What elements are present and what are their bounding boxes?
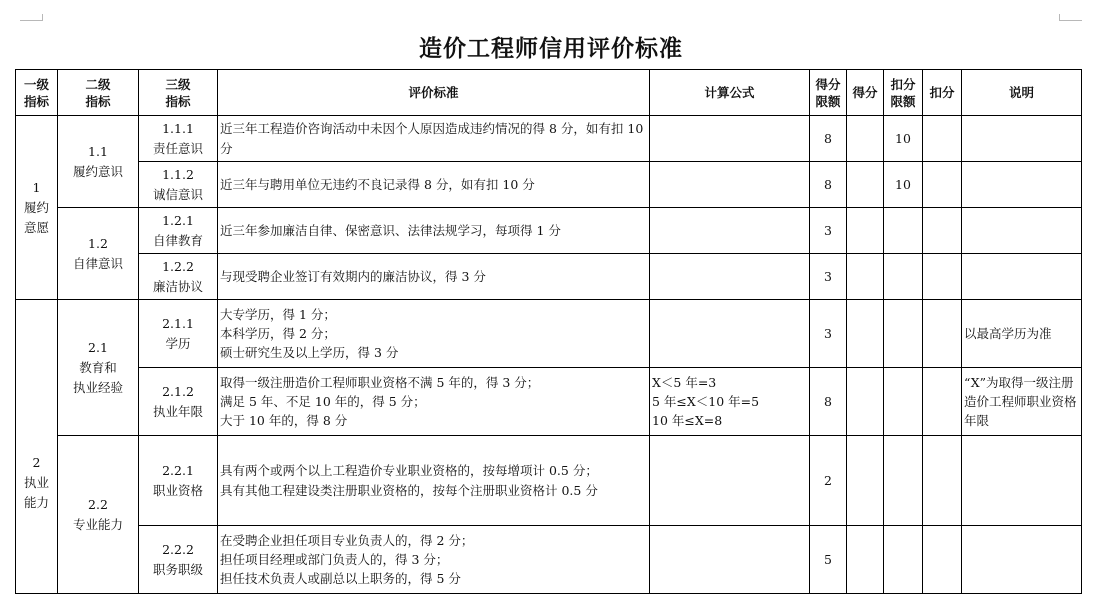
note-cell [962, 208, 1082, 254]
standard-cell: 近三年参加廉洁自律、保密意识、法律法规学习，每项得 1 分 [218, 208, 650, 254]
note-cell [962, 162, 1082, 208]
table-row [16, 526, 1082, 594]
level3-name: 学历 [165, 335, 191, 351]
deduct-limit-cell [884, 254, 923, 300]
header-level3: 三级 指标 [139, 70, 218, 116]
score-cell [847, 300, 884, 368]
level3-cell [139, 116, 218, 162]
deduct-cell [923, 116, 962, 162]
level3-code: 2.1.1 [162, 315, 194, 331]
score-limit-cell: 3 [810, 254, 847, 300]
deduct-cell [923, 208, 962, 254]
level3-cell [139, 436, 218, 526]
header-standard: 评价标准 [218, 70, 650, 116]
level3-code: 1.2.1 [162, 212, 194, 228]
level3-code: 2.2.2 [162, 541, 194, 557]
deduct-limit-cell: 10 [884, 162, 923, 208]
deduct-limit-cell [884, 208, 923, 254]
standard-cell: 大专学历，得 1 分； 本科学历，得 2 分； 硕士研究生及以上学历，得 3 分 [218, 300, 650, 368]
level3-code: 2.1.2 [162, 383, 194, 399]
formula-cell [650, 436, 810, 526]
note-cell: “X”为取得一级注册造价工程师职业资格年限 [962, 368, 1082, 436]
level3-name: 廉洁协议 [152, 278, 203, 294]
header-level2: 二级 指标 [58, 70, 139, 116]
score-cell [847, 116, 884, 162]
level3-code: 1.2.2 [162, 258, 194, 274]
standard-cell: 在受聘企业担任项目专业负责人的，得 2 分； 担任项目经理或部门负责人的，得 3 分； 担任技术负责人或副总以上职务的，得 5 分 [218, 526, 650, 594]
score-limit-cell: 3 [810, 300, 847, 368]
standard-cell: 近三年工程造价咨询活动中未因个人原因造成违约情况的得 8 分，如有扣 10 分 [218, 116, 650, 162]
credit-evaluation-table [15, 69, 1082, 594]
level2-cell: 1.2 自律意识 [58, 208, 139, 300]
level3-cell [139, 300, 218, 368]
score-limit-cell: 8 [810, 162, 847, 208]
score-limit-cell: 8 [810, 368, 847, 436]
note-cell [962, 116, 1082, 162]
formula-cell: X＜5 年=3 5 年≤X＜10 年=5 10 年≤X=8 [650, 368, 810, 436]
page-title: 造价工程师信用评价标准 [419, 36, 683, 62]
level1-cell: 1 履约 意愿 [16, 116, 58, 300]
level3-code: 1.1.2 [162, 166, 194, 182]
note-cell: 以最高学历为准 [962, 300, 1082, 368]
deduct-limit-cell: 10 [884, 116, 923, 162]
standard-cell: 与现受聘企业签订有效期内的廉洁协议，得 3 分 [218, 254, 650, 300]
formula-cell [650, 116, 810, 162]
deduct-limit-cell [884, 526, 923, 594]
level3-name: 执业年限 [152, 403, 203, 419]
table-row [16, 162, 1082, 208]
level3-cell [139, 526, 218, 594]
score-limit-cell: 3 [810, 208, 847, 254]
level1-cell: 2 执业 能力 [16, 300, 58, 594]
table-row [16, 300, 1082, 368]
level2-cell: 2.2 专业能力 [58, 436, 139, 594]
level3-cell [139, 368, 218, 436]
header-deduct: 扣分 [923, 70, 962, 116]
formula-cell [650, 162, 810, 208]
score-cell [847, 526, 884, 594]
score-limit-cell: 2 [810, 436, 847, 526]
level3-cell [139, 254, 218, 300]
deduct-cell [923, 436, 962, 526]
deduct-cell [923, 254, 962, 300]
level3-name: 职务职级 [152, 561, 203, 577]
standard-cell: 近三年与聘用单位无违约不良记录得 8 分，如有扣 10 分 [218, 162, 650, 208]
level3-cell [139, 208, 218, 254]
page-corner-mark-right [1059, 14, 1082, 21]
level3-name: 诚信意识 [152, 186, 203, 202]
deduct-cell [923, 300, 962, 368]
note-cell [962, 526, 1082, 594]
table-row [16, 208, 1082, 254]
level2-cell: 1.1 履约意识 [58, 116, 139, 208]
level3-code: 1.1.1 [162, 120, 194, 136]
level3-name: 自律教育 [152, 232, 203, 248]
level3-code: 2.2.1 [162, 462, 194, 478]
formula-cell [650, 300, 810, 368]
standard-cell: 具有两个或两个以上工程造价专业职业资格的，按每增项计 0.5 分； 具有其他工程建设类注册职业资格的，按每个注册职业资格计 0.5 分 [218, 436, 650, 526]
score-cell [847, 436, 884, 526]
header-formula: 计算公式 [650, 70, 810, 116]
deduct-limit-cell [884, 368, 923, 436]
deduct-cell [923, 162, 962, 208]
formula-cell [650, 526, 810, 594]
header-note: 说明 [962, 70, 1082, 116]
level3-name: 责任意识 [152, 140, 203, 156]
deduct-cell [923, 526, 962, 594]
header-row [16, 70, 1082, 116]
standard-cell: 取得一级注册造价工程师职业资格不满 5 年的，得 3 分； 满足 5 年、不足 10 年的，得 5 分； 大于 10 年的，得 8 分 [218, 368, 650, 436]
score-limit-cell: 8 [810, 116, 847, 162]
score-cell [847, 162, 884, 208]
score-cell [847, 208, 884, 254]
header-level1: 一级 指标 [16, 70, 58, 116]
note-cell [962, 436, 1082, 526]
score-limit-cell: 5 [810, 526, 847, 594]
table-row [16, 254, 1082, 300]
header-score-limit: 得分 限额 [810, 70, 847, 116]
formula-cell [650, 208, 810, 254]
deduct-limit-cell [884, 436, 923, 526]
score-cell [847, 254, 884, 300]
level3-cell [139, 162, 218, 208]
note-cell [962, 254, 1082, 300]
deduct-limit-cell [884, 300, 923, 368]
score-cell [847, 368, 884, 436]
header-score: 得分 [847, 70, 884, 116]
formula-cell [650, 254, 810, 300]
level3-name: 职业资格 [152, 482, 203, 498]
table-row [16, 368, 1082, 436]
deduct-cell [923, 368, 962, 436]
level2-cell: 2.1 教育和 执业经验 [58, 300, 139, 436]
page-corner-mark-left [20, 14, 43, 21]
table-row [16, 116, 1082, 162]
table-row [16, 436, 1082, 526]
header-deduct-limit: 扣分 限额 [884, 70, 923, 116]
